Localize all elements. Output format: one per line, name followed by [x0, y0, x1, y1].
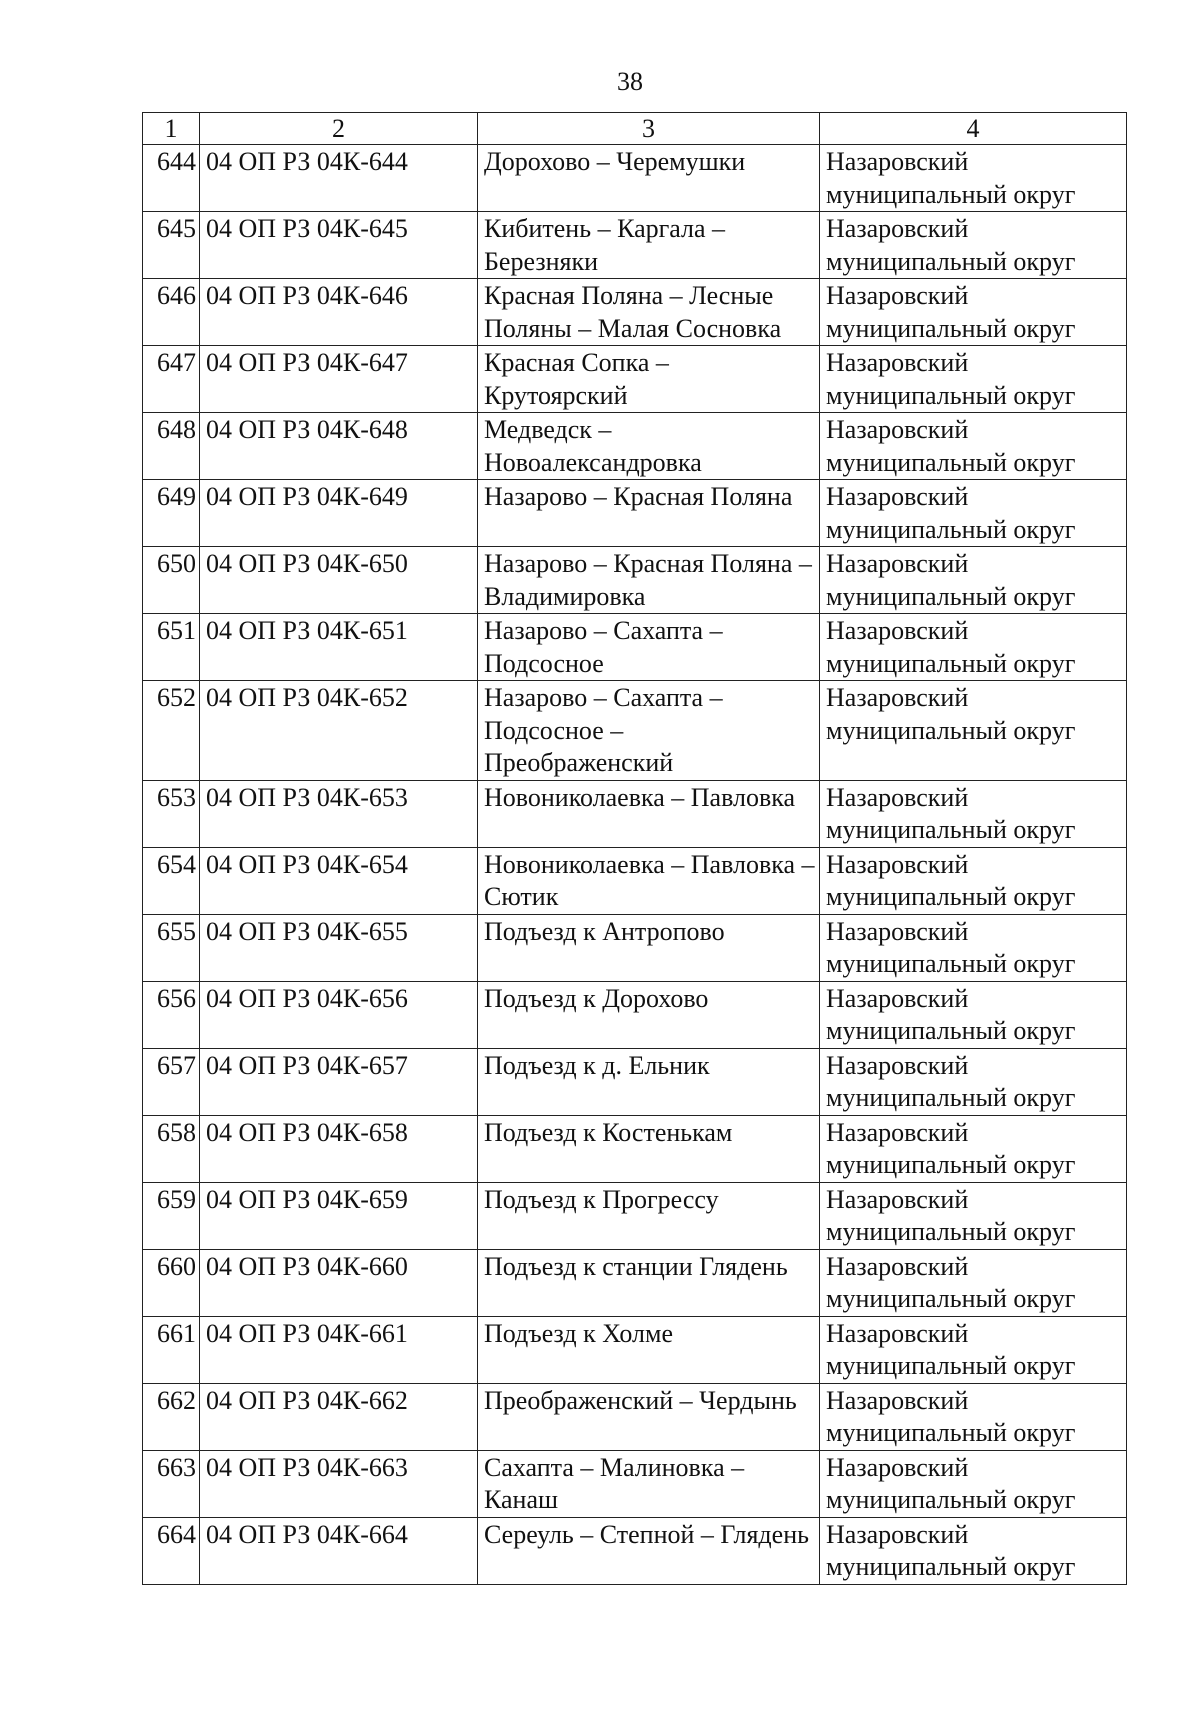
table-header: [143, 113, 1127, 145]
row-number: 645: [143, 212, 200, 279]
table-row: [143, 1383, 1127, 1450]
district-line: муниципальный округ: [826, 1083, 1076, 1112]
road-name: Назарово – Сахапта – Подсосное – Преображенский: [478, 681, 820, 781]
road-code: 04 ОП РЗ 04К-661: [200, 1316, 478, 1383]
district-cell: [820, 145, 1127, 212]
district-line: муниципальный округ: [826, 581, 1076, 611]
district-line: муниципальный округ: [826, 179, 1076, 209]
road-code: 04 ОП РЗ 04К-651: [200, 614, 478, 681]
road-code: 04 ОП РЗ 04К-664: [200, 1517, 478, 1584]
road-code: 04 ОП РЗ 04К-652: [200, 681, 478, 781]
column-header-4: 4: [820, 113, 1127, 145]
road-name: Назарово – Красная Поляна: [478, 480, 820, 547]
table-row: [143, 614, 1127, 681]
district-cell: [820, 413, 1127, 480]
district-line: муниципальный округ: [826, 1150, 1076, 1179]
road-code: 04 ОП РЗ 04К-644: [200, 145, 478, 212]
road-code: 04 ОП РЗ 04К-653: [200, 780, 478, 847]
road-name: Назарово – Красная Поляна – Владимировка: [478, 547, 820, 614]
table-row: [143, 480, 1127, 547]
district-line: муниципальный округ: [826, 1552, 1076, 1581]
district-cell: [820, 1048, 1127, 1115]
district-cell: [820, 914, 1127, 981]
district-cell: [820, 547, 1127, 614]
district-line: муниципальный округ: [826, 1418, 1076, 1447]
road-code: 04 ОП РЗ 04К-658: [200, 1115, 478, 1182]
road-name: Преображенский – Чердынь: [478, 1383, 820, 1450]
road-name: Сереуль – Степной – Глядень: [478, 1517, 820, 1584]
roads-table: [142, 112, 1127, 1585]
road-name: Дорохово – Черемушки: [478, 145, 820, 212]
road-name: Медведск – Новоалександровка: [478, 413, 820, 480]
row-number: 660: [143, 1249, 200, 1316]
row-number: 644: [143, 145, 200, 212]
district-cell: [820, 780, 1127, 847]
column-header-1: 1: [143, 113, 200, 145]
district-line: Назаровский: [826, 281, 969, 310]
table-row: [143, 1115, 1127, 1182]
road-name: Подъезд к Дорохово: [478, 981, 820, 1048]
district-line: Назаровский: [826, 983, 969, 1013]
road-code: 04 ОП РЗ 04К-647: [200, 346, 478, 413]
road-name: Подъезд к Костенькам: [478, 1115, 820, 1182]
road-code: 04 ОП РЗ 04К-655: [200, 914, 478, 981]
district-line: муниципальный округ: [826, 1016, 1076, 1045]
table-row: [143, 212, 1127, 279]
page-number: 38: [617, 67, 643, 96]
road-code: 04 ОП РЗ 04К-650: [200, 547, 478, 614]
district-line: Назаровский: [826, 1050, 969, 1080]
row-number: 657: [143, 1048, 200, 1115]
road-name: Подъезд к станции Глядень: [478, 1249, 820, 1316]
road-code: 04 ОП РЗ 04К-660: [200, 1249, 478, 1316]
row-number: 658: [143, 1115, 200, 1182]
district-line: Назаровский: [826, 1117, 969, 1147]
district-line: Назаровский: [826, 916, 969, 946]
table-row: [143, 780, 1127, 847]
row-number: 649: [143, 480, 200, 547]
district-line: муниципальный округ: [826, 1351, 1076, 1380]
row-number: 661: [143, 1316, 200, 1383]
road-name: Назарово – Сахапта – Подсосное: [478, 614, 820, 681]
district-line: муниципальный округ: [826, 313, 1076, 343]
table-row: [143, 1182, 1127, 1249]
district-line: Назаровский: [826, 348, 969, 377]
table-row: [143, 1450, 1127, 1517]
district-line: Назаровский: [826, 214, 969, 243]
district-line: муниципальный округ: [826, 514, 1076, 544]
table-row: [143, 145, 1127, 212]
row-number: 650: [143, 547, 200, 614]
district-line: муниципальный округ: [826, 715, 1076, 745]
table-row: [143, 279, 1127, 346]
district-line: муниципальный округ: [826, 648, 1076, 678]
district-line: Назаровский: [826, 683, 969, 712]
table-row: [143, 981, 1127, 1048]
district-cell: [820, 212, 1127, 279]
district-cell: [820, 981, 1127, 1048]
road-name: Красная Сопка – Крутоярский: [478, 346, 820, 413]
district-line: Назаровский: [826, 849, 969, 879]
road-code: 04 ОП РЗ 04К-657: [200, 1048, 478, 1115]
road-name: Сахапта – Малиновка – Канаш: [478, 1450, 820, 1517]
row-number: 648: [143, 413, 200, 480]
road-name: Красная Поляна – Лесные Поляны – Малая Сосновка: [478, 279, 820, 346]
table-row: [143, 681, 1127, 781]
row-number: 646: [143, 279, 200, 346]
district-line: Назаровский: [826, 1318, 969, 1348]
road-name: Новониколаевка – Павловка: [478, 780, 820, 847]
table-row: [143, 346, 1127, 413]
road-code: 04 ОП РЗ 04К-659: [200, 1182, 478, 1249]
road-code: 04 ОП РЗ 04К-663: [200, 1450, 478, 1517]
table-row: [143, 547, 1127, 614]
district-line: Назаровский: [826, 1184, 969, 1214]
district-line: муниципальный округ: [826, 1485, 1076, 1514]
row-number: 656: [143, 981, 200, 1048]
district-line: муниципальный округ: [826, 246, 1076, 276]
table-row: [143, 847, 1127, 914]
district-cell: [820, 681, 1127, 781]
district-cell: [820, 480, 1127, 547]
district-line: муниципальный округ: [826, 815, 1076, 844]
district-line: муниципальный округ: [826, 1217, 1076, 1246]
table-row: [143, 1249, 1127, 1316]
district-line: Назаровский: [826, 782, 969, 812]
district-line: Назаровский: [826, 616, 969, 645]
table-row: [143, 1517, 1127, 1584]
road-code: 04 ОП РЗ 04К-646: [200, 279, 478, 346]
district-cell: [820, 1450, 1127, 1517]
row-number: 662: [143, 1383, 200, 1450]
table-row: [143, 1316, 1127, 1383]
table-row: [143, 1048, 1127, 1115]
road-name: Подъезд к Антропово: [478, 914, 820, 981]
district-cell: [820, 847, 1127, 914]
row-number: 663: [143, 1450, 200, 1517]
district-cell: [820, 1182, 1127, 1249]
road-name: Подъезд к Холме: [478, 1316, 820, 1383]
district-line: муниципальный округ: [826, 380, 1076, 410]
row-number: 655: [143, 914, 200, 981]
district-cell: [820, 346, 1127, 413]
district-line: Назаровский: [826, 147, 969, 176]
header-row: [143, 113, 1127, 145]
table-body: [143, 145, 1127, 1585]
district-line: Назаровский: [826, 482, 969, 511]
road-code: 04 ОП РЗ 04К-662: [200, 1383, 478, 1450]
district-line: Назаровский: [826, 415, 969, 444]
road-code: 04 ОП РЗ 04К-645: [200, 212, 478, 279]
road-name: Новониколаевка – Павловка – Сютик: [478, 847, 820, 914]
district-line: Назаровский: [826, 1251, 969, 1281]
district-cell: [820, 1383, 1127, 1450]
district-cell: [820, 1517, 1127, 1584]
district-line: Назаровский: [826, 1452, 969, 1482]
table-row: [143, 914, 1127, 981]
road-code: 04 ОП РЗ 04К-649: [200, 480, 478, 547]
road-name: Подъезд к Прогрессу: [478, 1182, 820, 1249]
column-header-2: 2: [200, 113, 478, 145]
row-number: 651: [143, 614, 200, 681]
column-header-3: 3: [478, 113, 820, 145]
district-cell: [820, 614, 1127, 681]
district-cell: [820, 1115, 1127, 1182]
road-code: 04 ОП РЗ 04К-648: [200, 413, 478, 480]
row-number: 652: [143, 681, 200, 781]
district-cell: [820, 1249, 1127, 1316]
row-number: 653: [143, 780, 200, 847]
district-line: муниципальный округ: [826, 882, 1076, 911]
road-name: Кибитень – Каргала – Березняки: [478, 212, 820, 279]
district-line: муниципальный округ: [826, 447, 1076, 477]
row-number: 647: [143, 346, 200, 413]
road-code: 04 ОП РЗ 04К-656: [200, 981, 478, 1048]
table-row: [143, 413, 1127, 480]
district-line: Назаровский: [826, 549, 969, 578]
district-line: муниципальный округ: [826, 949, 1076, 978]
row-number: 654: [143, 847, 200, 914]
row-number: 664: [143, 1517, 200, 1584]
road-name: Подъезд к д. Ельник: [478, 1048, 820, 1115]
district-cell: [820, 1316, 1127, 1383]
row-number: 659: [143, 1182, 200, 1249]
district-line: муниципальный округ: [826, 1284, 1076, 1313]
district-line: Назаровский: [826, 1385, 969, 1415]
district-line: Назаровский: [826, 1519, 969, 1549]
road-code: 04 ОП РЗ 04К-654: [200, 847, 478, 914]
district-cell: [820, 279, 1127, 346]
